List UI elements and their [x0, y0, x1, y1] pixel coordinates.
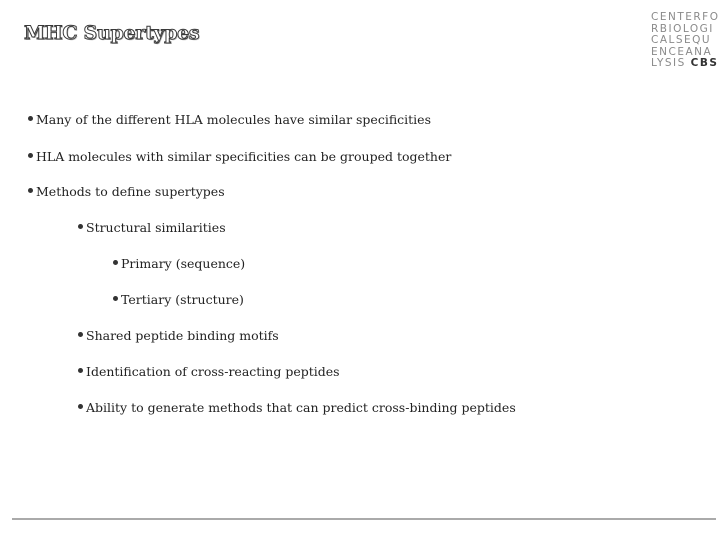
logo-row: ENCEANA — [651, 45, 713, 58]
bullet-text: Ability to generate methods that can predict cross-binding peptides — [86, 400, 516, 415]
footer-divider — [12, 518, 716, 520]
bullet-item — [78, 328, 279, 344]
bullet-text: Shared peptide binding motifs — [86, 328, 279, 343]
bullet-text: Tertiary (structure) — [121, 292, 244, 307]
bullet-dot-icon — [78, 224, 83, 229]
bullet-item — [113, 256, 245, 272]
bullet-text: Structural similarities — [86, 220, 226, 235]
bullet-text: HLA molecules with similar specificities can be grouped together — [36, 149, 452, 164]
bullet-dot-icon — [28, 116, 33, 121]
logo-row: RBIOLOGI — [651, 22, 714, 35]
bullet-text: Many of the different HLA molecules have similar specificities — [36, 112, 431, 127]
bullet-dot-icon — [28, 153, 33, 158]
bullet-text: Methods to define supertypes — [36, 184, 225, 199]
logo-row: CALSEQU — [651, 34, 712, 46]
logo-row-prefix: LYSIS — [651, 57, 686, 69]
bullet-item — [78, 220, 226, 236]
bullet-dot-icon — [78, 332, 83, 337]
slide-title: MHC Supertypes — [24, 22, 200, 44]
bullet-item — [78, 400, 516, 416]
bullet-item — [78, 364, 340, 380]
bullet-dot-icon — [28, 188, 33, 193]
bullet-dot-icon — [78, 404, 83, 409]
bullet-text: Identification of cross-reacting peptides — [86, 364, 340, 379]
bullet-text: Primary (sequence) — [121, 256, 246, 271]
bullet-item — [28, 112, 431, 128]
bullet-item — [28, 184, 225, 200]
logo-row: CENTERFO — [651, 11, 720, 23]
bullet-item — [113, 292, 244, 308]
bullet-dot-icon — [113, 296, 118, 301]
bullet-dot-icon — [78, 368, 83, 373]
bullet-dot-icon — [113, 260, 118, 265]
bullet-item — [28, 149, 451, 165]
logo-brand: CBS — [690, 57, 719, 69]
